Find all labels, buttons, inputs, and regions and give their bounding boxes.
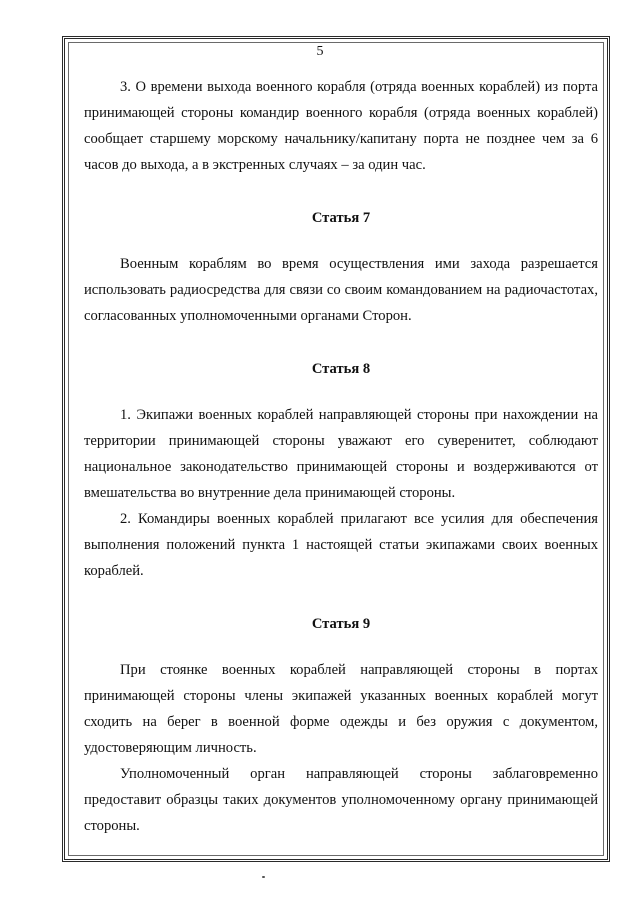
article-9-paragraph-2: Уполномоченный орган направляющей стороны заблаговременно предоставит образцы таких документов уполномоченному органу принимающей стороны.	[84, 766, 598, 834]
document-body	[84, 74, 598, 839]
article-8-paragraph-1: 1. Экипажи военных кораблей направляющей стороны при нахождении на территории принимающей стороны уважают его суверенитет, соблюдают национальное законодательство принимающей стороны и воздерживаются от вмешательства во внутренние дела принимающей стороны.	[84, 407, 598, 501]
article-7-heading: Статья 7	[311, 210, 371, 226]
article-8-paragraph-2: 2. Командиры военных кораблей прилагают все усилия для обеспечения выполнения положений пункта 1 настоящей статьи экипажами своих военных кораблей.	[84, 511, 598, 579]
scan-speck	[262, 876, 265, 878]
article-7-paragraph: Военным кораблям во время осуществления ими захода разрешается использовать радиосредства для связи со своим командованием на радиочастотах, согласованных уполномоченными органами Сторон.	[84, 256, 598, 324]
article-9-heading: Статья 9	[311, 616, 371, 632]
article-8-heading: Статья 8	[311, 361, 371, 377]
paragraph-exit-notice: 3. О времени выхода военного корабля (отряда военных кораблей) из порта принимающей стороны командир военного корабля (отряда военных кораблей) сообщает старшему морскому начальнику/капитану порта не позднее чем за 6 часов до выхода, а в экстренных случаях – за один час.	[84, 79, 598, 173]
page-number: 5	[316, 44, 324, 59]
article-9-paragraph-1: При стоянке военных кораблей направляющей стороны в портах принимающей стороны члены экипажей указанных военных кораблей могут сходить на берег в военной форме одежды и без оружия с документом, удостоверяющим личность.	[84, 662, 598, 756]
